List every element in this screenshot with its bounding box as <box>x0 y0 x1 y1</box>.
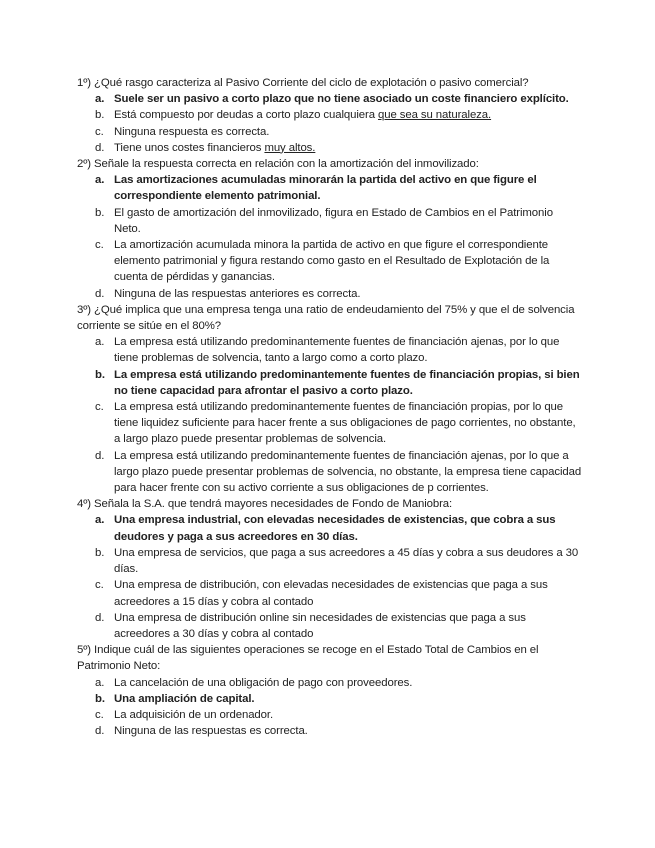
answer-text: La adquisición de un ordenador. <box>114 708 274 721</box>
question-3-answer-b <box>95 367 582 399</box>
question-5-answer-a <box>95 675 582 691</box>
question-5-answer-d <box>95 723 582 739</box>
question-5-answer-c <box>95 707 582 723</box>
question-3-answer-a <box>95 334 582 366</box>
answer-letter: a. <box>95 676 105 689</box>
answer-text: La empresa está utilizando predominantemente fuentes de financiación propias, si bien no tiene capacidad para afrontar el pasivo a corto plazo. <box>114 368 580 397</box>
answer-text: La amortización acumulada minora la partida de activo en que figure el correspondiente elemento patrimonial y figura restando como gasto en el Resultado de Explotación de la cuenta de pérdidas y ganancias. <box>114 239 550 284</box>
answer-text: La cancelación de una obligación de pago con proveedores. <box>114 676 413 689</box>
answer-text: Una empresa de servicios, que paga a sus acreedores a 45 días y cobra a sus deudores a 30 días. <box>114 546 579 576</box>
question-2-answer-b <box>95 205 582 237</box>
question-1-answer-c <box>95 124 582 140</box>
question-4-answer-a <box>95 512 582 544</box>
answer-letter: d. <box>95 449 105 462</box>
question-1-answer-a <box>95 91 582 107</box>
answer-underlined-text: muy altos. <box>264 141 316 154</box>
answer-letter: b. <box>95 206 105 219</box>
question-2-answer-d <box>95 286 582 302</box>
answer-letter: d. <box>95 287 105 300</box>
answer-text: La empresa está utilizando predominantemente fuentes de financiación ajenas, por lo que a largo plazo puede presentar problemas de solvencia, no obstante, la empresa tiene capacidad para hacer frente con su activo corriente a sus obligaciones de p corrientes. <box>114 449 582 495</box>
answer-letter: a. <box>95 174 105 187</box>
answer-text: Ninguna de las respuestas anteriores es correcta. <box>114 287 361 300</box>
question-3-answers <box>77 334 582 496</box>
answer-letter: b. <box>95 368 105 381</box>
answer-text: Está compuesto por deudas a corto plazo cualquiera <box>114 109 379 122</box>
answer-letter: d. <box>95 611 105 624</box>
question-4-answer-d <box>95 610 582 642</box>
question-2-answer-c <box>95 237 582 286</box>
question-4-answers <box>77 512 582 642</box>
answer-text: Una empresa de distribución, con elevadas necesidades de existencias que paga a sus acreedores a 15 días y cobra al contado <box>114 579 548 608</box>
answer-letter: a. <box>95 336 105 349</box>
answer-letter: b. <box>95 692 105 705</box>
answer-text: Una ampliación de capital. <box>114 692 255 705</box>
answer-letter: b. <box>95 546 105 559</box>
question-3-prompt: 3º) ¿Qué implica que una empresa tenga una ratio de endeudamiento del 75% y que el de solvencia corriente se sitúe en el 80%? <box>77 303 575 333</box>
answer-text: Suele ser un pasivo a corto plazo que no tiene asociado un coste financiero explícito. <box>114 93 569 106</box>
answer-letter: c. <box>95 239 104 252</box>
answer-letter: d. <box>95 725 105 738</box>
question-1-answer-b <box>95 107 582 123</box>
question-1-answer-d <box>95 140 582 156</box>
answer-text: Tiene unos costes financieros <box>114 141 265 154</box>
question-1-answers <box>77 91 582 156</box>
answer-letter: c. <box>95 708 104 721</box>
answer-text: La empresa está utilizando predominantemente fuentes de financiación propias, por lo que tiene liquidez suficiente para hacer frente a sus obligaciones de pago corrientes, no obstante, a largo plazo puede presentar problemas de solvencia. <box>114 401 576 446</box>
answer-text: Una empresa de distribución online sin necesidades de existencias que paga a sus acreedores a 30 días y cobra al contado <box>114 611 526 640</box>
question-1-prompt: 1º) ¿Qué rasgo caracteriza al Pasivo Corriente del ciclo de explotación o pasivo comercial? <box>77 77 529 89</box>
answer-letter: b. <box>95 109 105 122</box>
answer-text: La empresa está utilizando predominantemente fuentes de financiación ajenas, por lo que tiene problemas de solvencia, tanto a largo como a corto plazo. <box>114 336 560 365</box>
answer-text: Una empresa industrial, con elevadas necesidades de existencias, que cobra a sus deudores y paga a sus acreedores en 30 días. <box>114 514 556 543</box>
question-4-answer-c <box>95 577 582 609</box>
question-4-prompt: 4º) Señala la S.A. que tendrá mayores necesidades de Fondo de Maniobra: <box>77 498 453 511</box>
question-5-prompt: 5º) Indique cuál de las siguientes operaciones se recoge en el Estado Total de Cambios en el Patrimonio Neto: <box>77 644 539 673</box>
question-2-answer-a <box>95 172 582 204</box>
answer-letter: c. <box>95 125 104 138</box>
quiz-content <box>77 75 582 739</box>
question-3-answer-c <box>95 399 582 448</box>
answer-letter: a. <box>95 514 105 527</box>
answer-text: Ninguna respuesta es correcta. <box>114 125 270 138</box>
answer-text: El gasto de amortización del inmovilizado, figura en Estado de Cambios en el Patrimonio Neto. <box>114 206 553 235</box>
answer-letter: d. <box>95 141 105 154</box>
question-5-answers <box>77 675 582 740</box>
question-3-answer-d <box>95 448 582 497</box>
answer-letter: c. <box>95 579 104 592</box>
question-5-answer-b <box>95 691 582 707</box>
answer-underlined-text: que sea su naturaleza. <box>378 109 492 122</box>
answer-text: Ninguna de las respuestas es correcta. <box>114 725 308 738</box>
question-2-prompt: 2º) Señale la respuesta correcta en relación con la amortización del inmovilizado: <box>77 158 479 171</box>
answer-letter: c. <box>95 401 104 414</box>
question-2-answers <box>77 172 582 302</box>
answer-letter: a. <box>95 93 105 106</box>
answer-text: Las amortizaciones acumuladas minorarán la partida del activo en que figure el correspondiente elemento patrimonial. <box>114 174 537 203</box>
question-4-answer-b <box>95 545 582 577</box>
